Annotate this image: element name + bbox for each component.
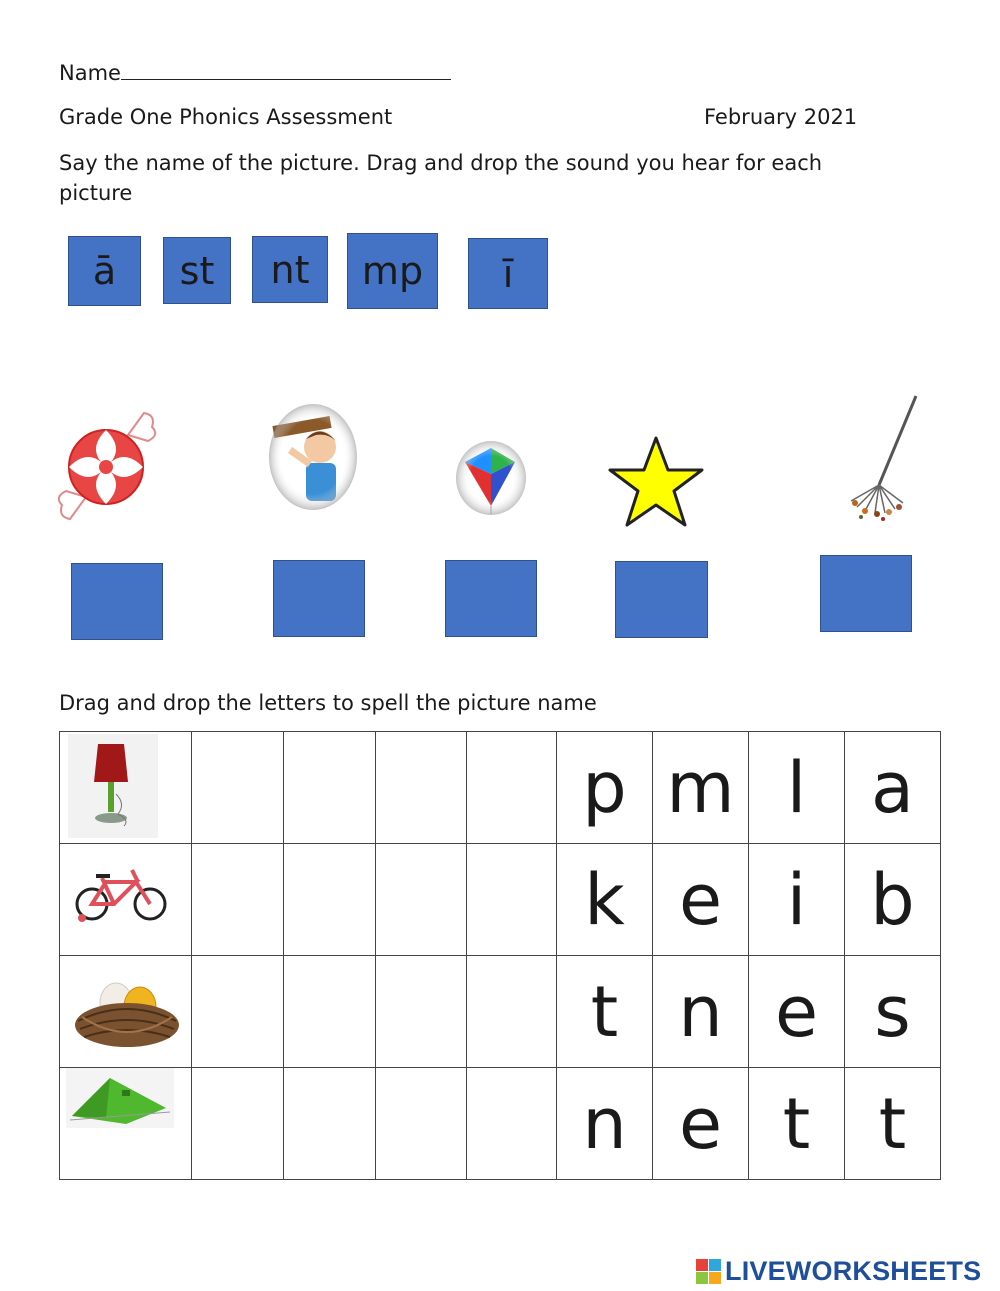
letter-cell xyxy=(845,844,941,956)
spell-slot[interactable] xyxy=(192,844,284,956)
letter-tile[interactable]: b xyxy=(870,858,915,941)
letter-cell xyxy=(557,1068,653,1180)
spell-slot[interactable] xyxy=(192,956,284,1068)
letter-cell xyxy=(557,956,653,1068)
drop-box-rake[interactable] xyxy=(820,555,912,632)
rake-picture xyxy=(843,393,921,523)
drop-box-candy[interactable] xyxy=(71,563,163,640)
letter-tile[interactable]: m xyxy=(666,746,735,829)
picture-cell xyxy=(60,956,192,1068)
letter-tile[interactable]: k xyxy=(584,858,625,941)
picture-cell xyxy=(60,732,192,844)
spell-slot[interactable] xyxy=(467,956,557,1068)
letter-tile[interactable]: a xyxy=(871,746,914,829)
letter-tile[interactable]: p xyxy=(582,746,627,829)
nest-picture xyxy=(72,967,182,1057)
letter-cell xyxy=(557,844,653,956)
letter-tile[interactable]: s xyxy=(874,970,911,1053)
letter-cell xyxy=(653,732,749,844)
letter-cell xyxy=(653,844,749,956)
spell-slot[interactable] xyxy=(192,732,284,844)
section1-instruction: Say the name of the picture. Drag and drop the sound you hear for each picture xyxy=(59,151,823,205)
spell-slot[interactable] xyxy=(376,956,467,1068)
spell-slot[interactable] xyxy=(192,1068,284,1180)
spell-slot[interactable] xyxy=(467,844,557,956)
boy-hurt-picture xyxy=(268,403,358,511)
spelling-grid xyxy=(59,731,941,1180)
letter-tile[interactable]: n xyxy=(582,1082,627,1165)
letter-tile[interactable]: t xyxy=(782,1082,811,1165)
letter-cell xyxy=(749,844,845,956)
drop-box-kite[interactable] xyxy=(445,560,537,637)
picture-cell xyxy=(60,844,192,956)
sound-tile-mp[interactable]: mp xyxy=(347,233,438,309)
grid-row-tent xyxy=(60,1068,941,1180)
bike-picture xyxy=(66,852,176,948)
section2-instruction: Drag and drop the letters to spell the picture name xyxy=(59,691,597,715)
worksheet-date: February 2021 xyxy=(704,105,858,129)
spell-slot[interactable] xyxy=(376,732,467,844)
letter-tile[interactable]: e xyxy=(774,970,819,1053)
letter-tile[interactable]: t xyxy=(878,1082,907,1165)
letter-cell xyxy=(749,732,845,844)
candy-picture xyxy=(56,405,160,527)
letter-cell xyxy=(749,1068,845,1180)
letter-cell xyxy=(557,732,653,844)
lamp-picture xyxy=(68,734,158,838)
letter-tile[interactable]: t xyxy=(590,970,619,1053)
grid-row-nest xyxy=(60,956,941,1068)
grid-row-lamp xyxy=(60,732,941,844)
logo-mark-icon xyxy=(696,1259,721,1284)
letter-cell xyxy=(845,732,941,844)
picture-cell xyxy=(60,1068,192,1180)
name-label: Name xyxy=(59,61,451,85)
letter-tile[interactable]: e xyxy=(678,858,723,941)
spell-slot[interactable] xyxy=(284,1068,376,1180)
spell-slot[interactable] xyxy=(376,1068,467,1180)
letter-tile[interactable]: e xyxy=(678,1082,723,1165)
star-picture xyxy=(606,434,706,530)
spell-slot[interactable] xyxy=(467,1068,557,1180)
letter-cell xyxy=(653,956,749,1068)
worksheet-title: Grade One Phonics Assessment xyxy=(59,105,393,129)
sound-tile-i-long[interactable]: ī xyxy=(468,238,548,309)
letter-tile[interactable]: n xyxy=(678,970,723,1053)
letter-cell xyxy=(845,1068,941,1180)
tent-picture xyxy=(66,1068,174,1128)
logo-text: LIVEWORKSHEETS xyxy=(725,1256,982,1286)
sound-tile-st[interactable]: st xyxy=(163,237,231,304)
spell-slot[interactable] xyxy=(284,956,376,1068)
grid-row-bike xyxy=(60,844,941,956)
letter-cell xyxy=(845,956,941,1068)
sound-tile-a-long[interactable]: ā xyxy=(68,236,141,306)
spell-slot[interactable] xyxy=(467,732,557,844)
spell-slot[interactable] xyxy=(284,732,376,844)
letter-cell xyxy=(749,956,845,1068)
letter-tile[interactable]: i xyxy=(786,858,807,941)
spell-slot[interactable] xyxy=(284,844,376,956)
drop-box-boy[interactable] xyxy=(273,560,365,637)
sound-tile-nt[interactable]: nt xyxy=(252,236,328,303)
letter-cell xyxy=(653,1068,749,1180)
spell-slot[interactable] xyxy=(376,844,467,956)
name-blank-line xyxy=(121,61,451,80)
letter-tile[interactable]: l xyxy=(786,746,807,829)
kite-picture xyxy=(455,440,527,520)
drop-box-star[interactable] xyxy=(615,561,708,638)
liveworksheets-logo xyxy=(696,1256,981,1287)
